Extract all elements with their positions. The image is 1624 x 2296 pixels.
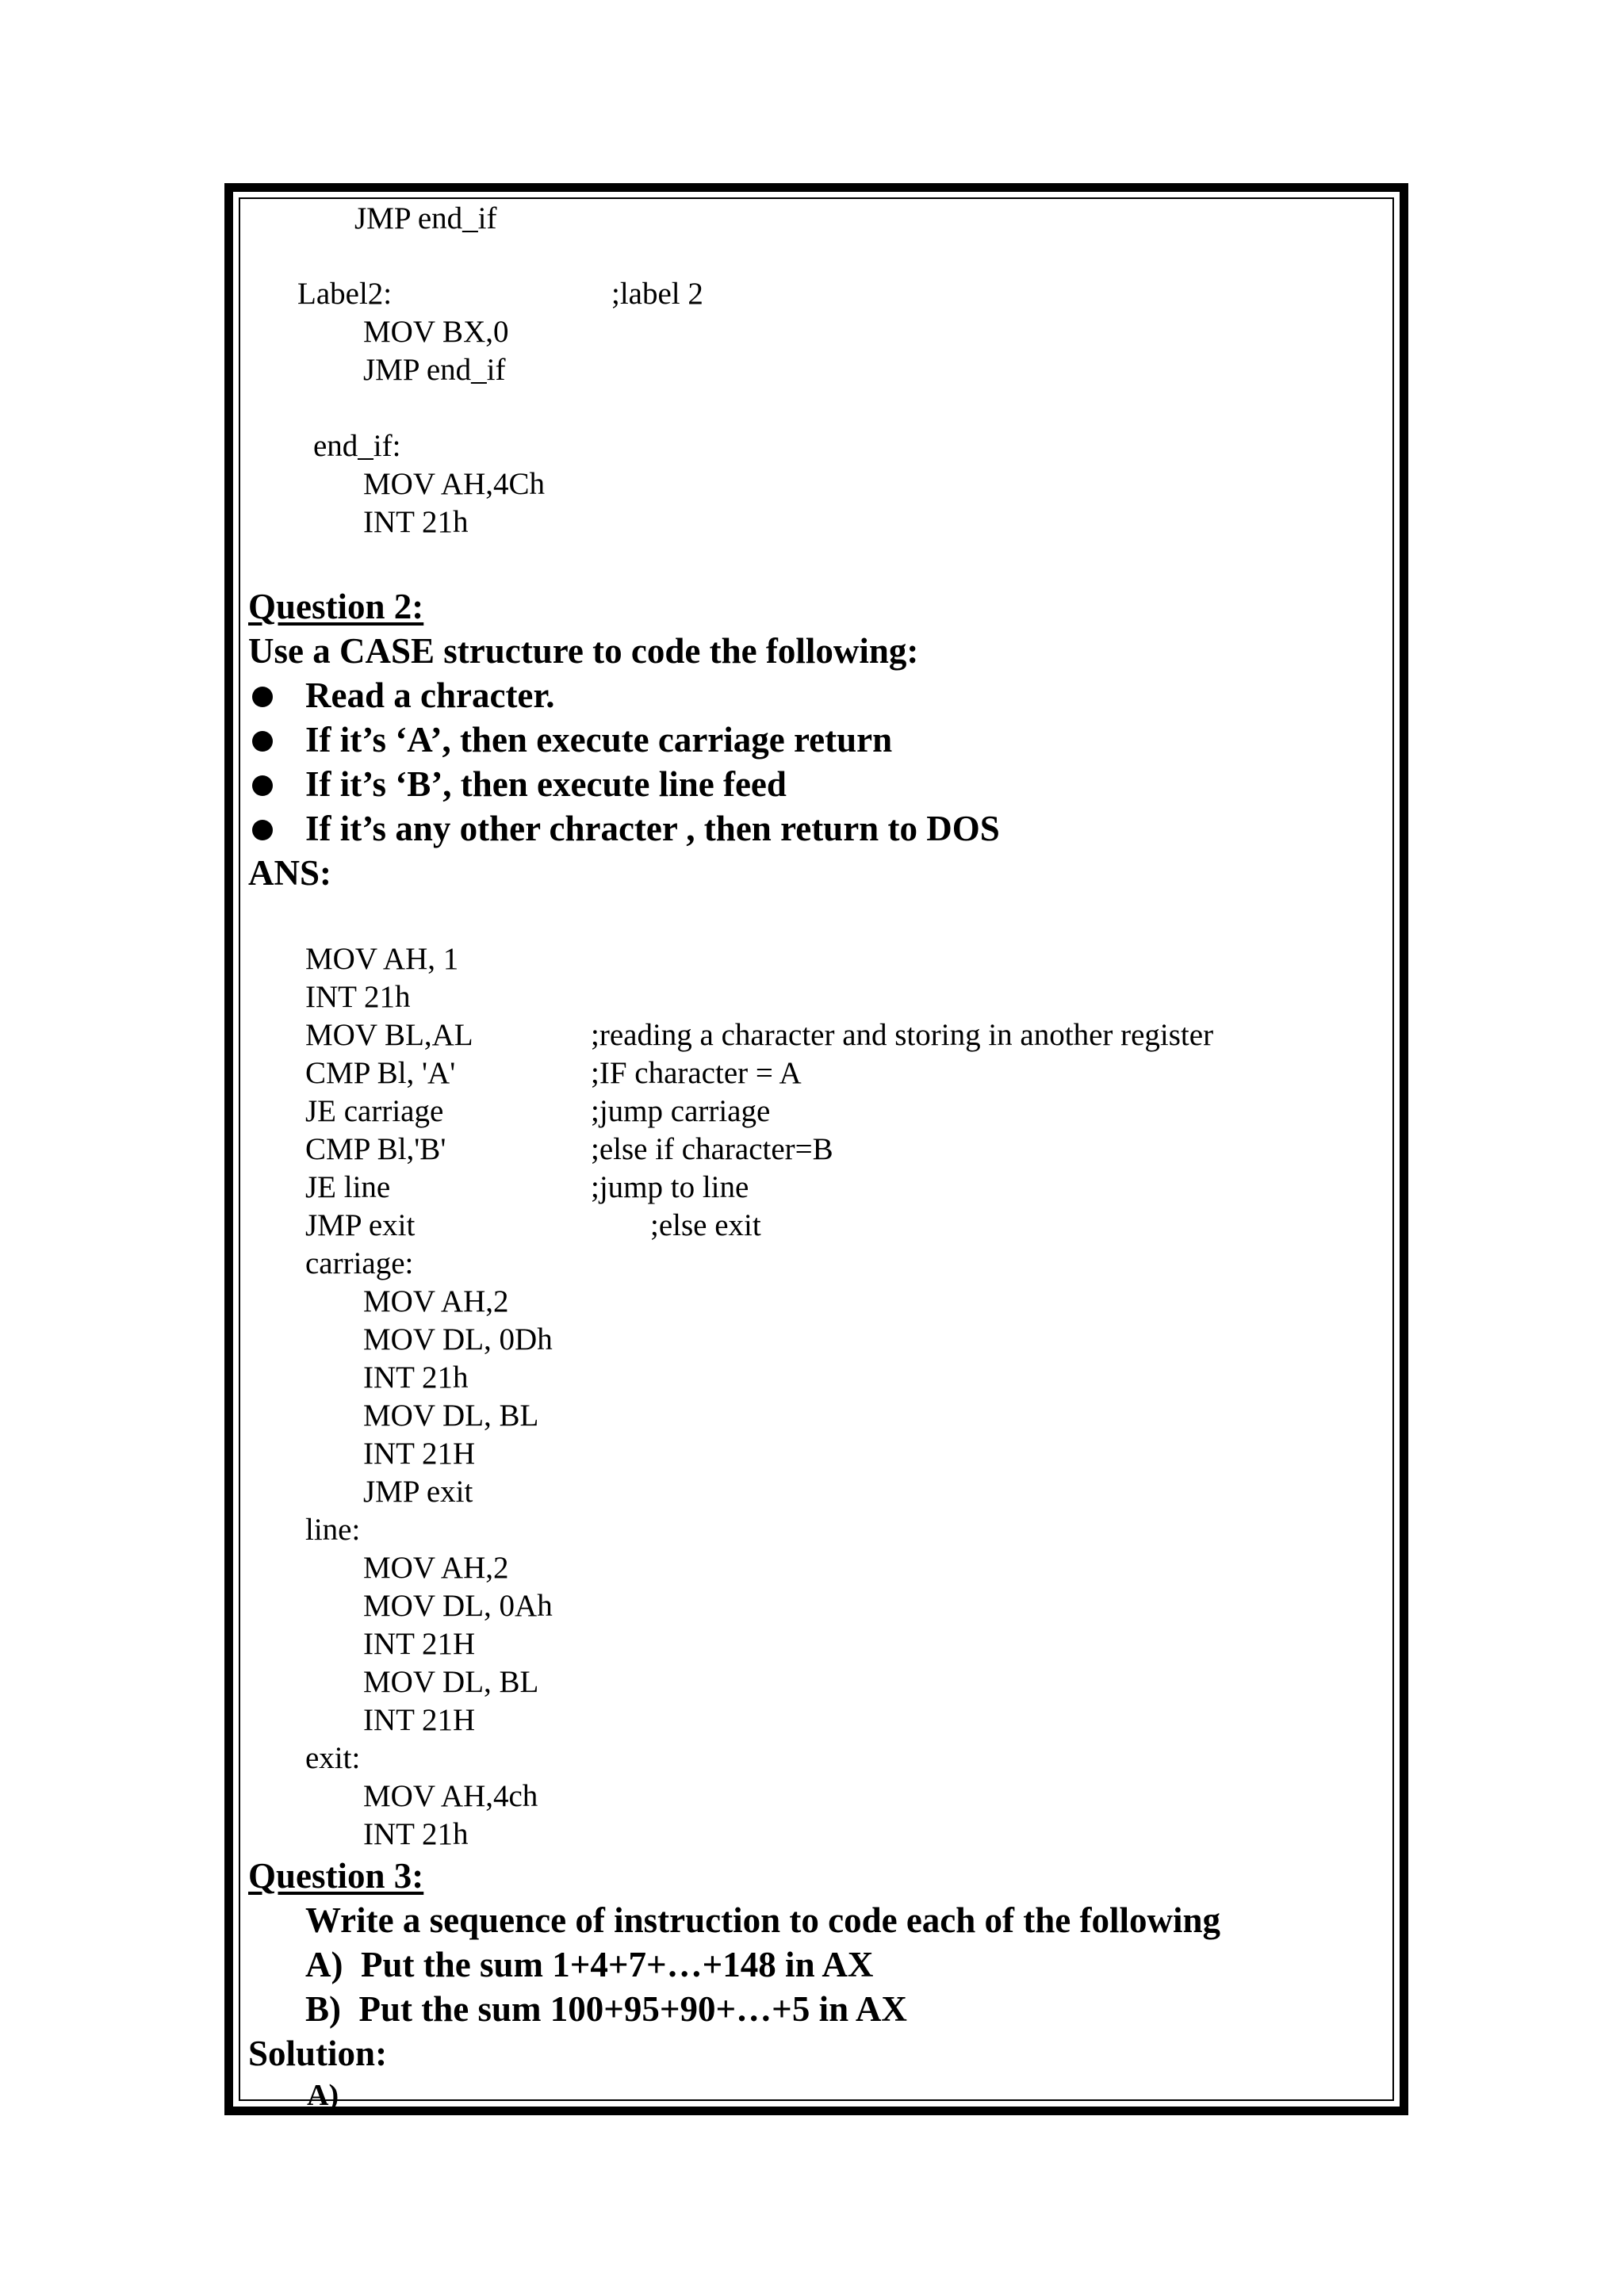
code-line: JE carriage <box>305 1094 444 1128</box>
solution-sub-label: A) <box>307 2079 339 2112</box>
code-comment: ;reading a character and storing in another register <box>591 1018 1214 1052</box>
code-line: MOV BL,AL <box>305 1018 473 1052</box>
bullet-item: Read a chracter. <box>305 675 555 715</box>
code-comment: ;IF character = A <box>591 1056 802 1090</box>
code-line: MOV DL, BL <box>363 1665 539 1699</box>
question-2-prompt: Use a CASE structure to code the following: <box>248 631 919 671</box>
question-3-item: B) Put the sum 100+95+90+…+5 in AX <box>305 1989 907 2029</box>
bullet-icon <box>252 687 273 707</box>
question-3-prompt: Write a sequence of instruction to code each of the following <box>305 1900 1221 1940</box>
code-comment: ;else exit <box>650 1208 761 1242</box>
code-line: MOV DL, BL <box>363 1399 539 1433</box>
code-comment: ;jump carriage <box>591 1094 771 1128</box>
question-2-heading: Question 2: <box>248 587 424 626</box>
code-line: JMP end_if <box>354 201 497 235</box>
code-line: JMP exit <box>363 1475 473 1509</box>
code-line: MOV DL, 0Ah <box>363 1589 553 1623</box>
code-label: end_if: <box>313 429 401 463</box>
code-line: MOV AH,2 <box>363 1551 509 1585</box>
code-line: JMP end_if <box>363 353 506 387</box>
solution-label: Solution: <box>248 2034 388 2073</box>
code-label: line: <box>305 1513 361 1547</box>
code-line: MOV BX,0 <box>363 315 509 349</box>
code-label: Label2: <box>297 277 393 311</box>
code-line: INT 21H <box>363 1627 476 1661</box>
bullet-item: If it’s ‘B’, then execute line feed <box>305 764 787 804</box>
bullet-icon <box>252 731 273 752</box>
code-line: INT 21h <box>363 505 469 539</box>
code-line: INT 21h <box>363 1817 469 1851</box>
code-line: MOV DL, 0Dh <box>363 1322 553 1357</box>
code-line: INT 21H <box>363 1437 476 1471</box>
code-comment: ;else if character=B <box>591 1132 833 1166</box>
code-comment: ;jump to line <box>591 1170 749 1204</box>
bullet-icon <box>252 775 273 796</box>
code-comment: ;label 2 <box>611 277 703 311</box>
answer-label: ANS: <box>248 853 332 893</box>
question-3-item: A) Put the sum 1+4+7+…+148 in AX <box>305 1945 874 1984</box>
code-line: INT 21h <box>363 1360 469 1395</box>
code-label: exit: <box>305 1741 361 1775</box>
bullet-icon <box>252 820 273 840</box>
code-line: JE line <box>305 1170 391 1204</box>
code-line: JMP exit <box>305 1208 416 1242</box>
bullet-item: If it’s ‘A’, then execute carriage return <box>305 720 893 760</box>
code-line: CMP Bl,'B' <box>305 1132 446 1166</box>
code-line: MOV AH, 1 <box>305 942 459 976</box>
code-label: carriage: <box>305 1246 414 1280</box>
bullet-item: If it’s any other chracter , then return to DOS <box>305 809 1000 848</box>
code-line: MOV AH,4ch <box>363 1779 538 1813</box>
code-line: INT 21H <box>363 1703 476 1737</box>
code-line: CMP Bl, 'A' <box>305 1056 456 1090</box>
code-line: INT 21h <box>305 980 411 1014</box>
code-line: MOV AH,4Ch <box>363 467 545 501</box>
code-line: MOV AH,2 <box>363 1284 509 1318</box>
question-3-heading: Question 3: <box>248 1856 424 1896</box>
